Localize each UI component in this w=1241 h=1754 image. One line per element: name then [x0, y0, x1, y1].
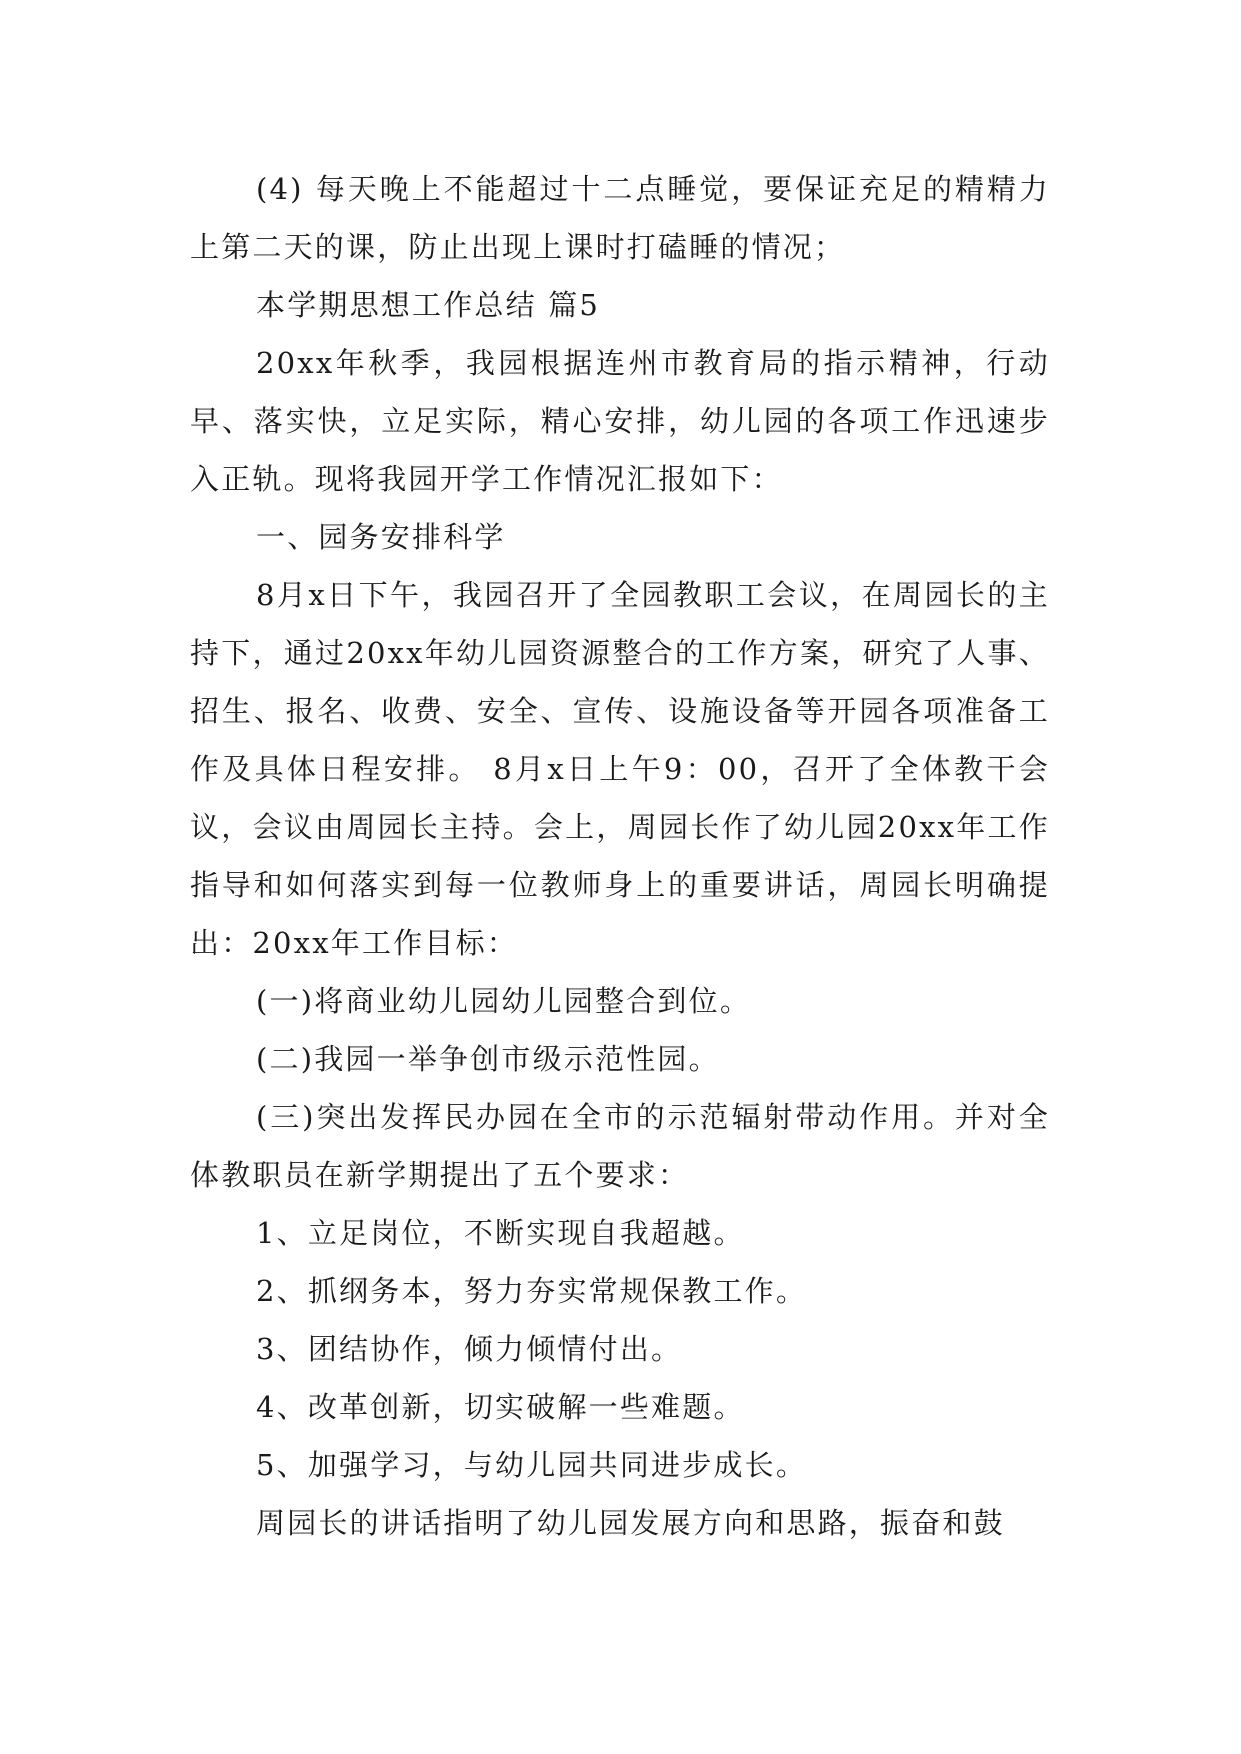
requirement-item-4: 4、改革创新，切实破解一些难题。	[256, 1390, 745, 1424]
paragraph-staff-meeting: 8月x日下午，我园召开了全园教职工会议，在周园长的主持下，通过20xx年幼儿园资源整合的工作方案，研究了人事、招生、报名、收费、安全、宣传、设施设备等开园各项准备工作及具体日程安排。 8月x日上午9：00，召开了全体教干会议，会议由周园长主持。会上，周园长作了幼儿园20xx年工作指导和如何落实到每一位教师身上的重要讲话，周园长明确提出：20xx年工作目标：	[190, 578, 1050, 960]
goal-item-2: (二)我园一举争创市级示范性园。	[256, 1042, 720, 1076]
requirement-item-1: 1、立足岗位，不断实现自我超越。	[256, 1216, 745, 1250]
document-body	[190, 160, 1050, 1552]
paragraph-intro: 20xx年秋季，我园根据连州市教育局的指示精神，行动早、落实快，立足实际，精心安排，幼儿园的各项工作迅速步入正轨。现将我园开学工作情况汇报如下：	[190, 346, 1050, 496]
paragraph-sleep-rule: (4) 每天晚上不能超过十二点睡觉，要保证充足的精精力上第二天的课，防止出现上课时打磕睡的情况；	[190, 172, 1050, 264]
section-heading-part-5: 本学期思想工作总结 篇5	[256, 288, 601, 322]
requirement-item-2: 2、抓纲务本，努力夯实常规保教工作。	[256, 1274, 808, 1308]
paragraph-speech-summary: 周园长的讲话指明了幼儿园发展方向和思路，振奋和鼓	[256, 1506, 1005, 1540]
requirement-item-5: 5、加强学习，与幼儿园共同进步成长。	[256, 1448, 808, 1482]
requirement-item-3: 3、团结协作，倾力倾情付出。	[256, 1332, 683, 1366]
subheading-affairs-arrangement: 一、园务安排科学	[256, 520, 506, 554]
goal-item-1: (一)将商业幼儿园幼儿园整合到位。	[256, 984, 752, 1018]
goal-item-3: (三)突出发挥民办园在全市的示范辐射带动作用。并对全体教职员在新学期提出了五个要求：	[190, 1100, 1050, 1192]
